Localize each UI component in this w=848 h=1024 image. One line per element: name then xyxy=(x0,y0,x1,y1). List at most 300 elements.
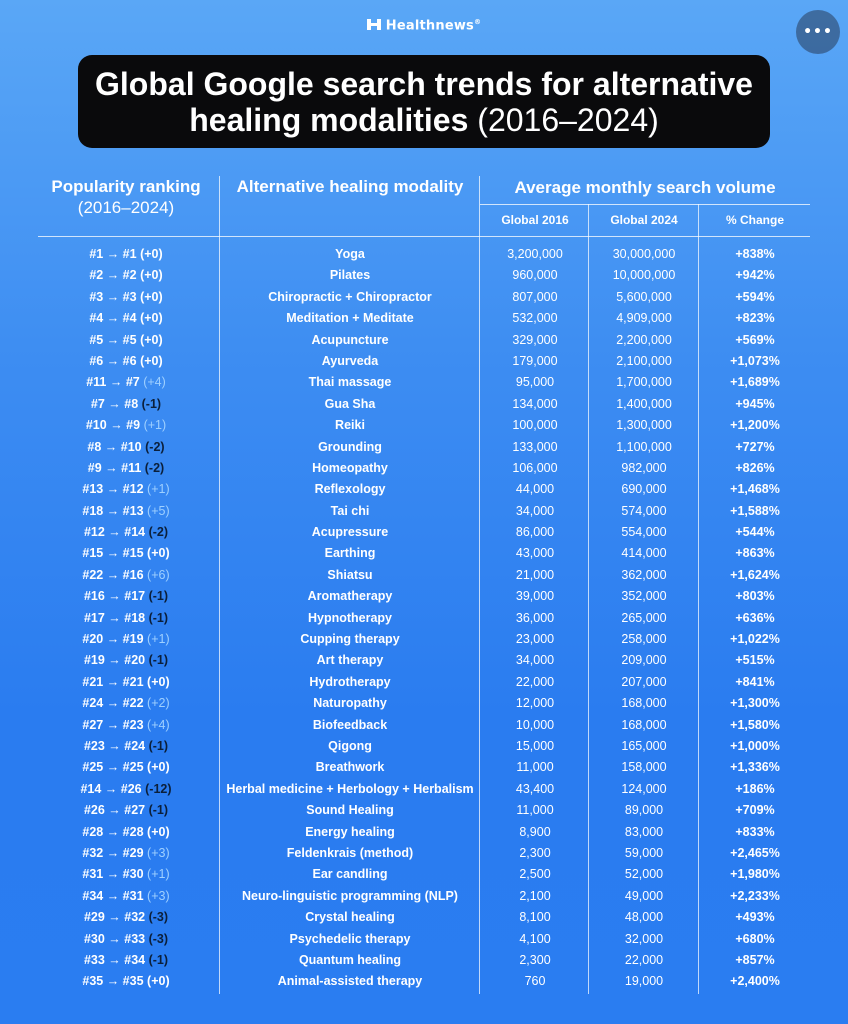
rank-delta: (+0) xyxy=(140,289,163,304)
change-cell: +569% xyxy=(735,332,775,347)
rank-cell xyxy=(36,953,216,967)
modality-cell: Neuro-linguistic programming (NLP) xyxy=(242,888,458,903)
change-cell: +594% xyxy=(735,289,775,304)
rank-delta: (+6) xyxy=(147,567,170,582)
rank-delta: (+0) xyxy=(147,974,170,989)
global-2016-cell: 15,000 xyxy=(515,738,555,753)
global-2016-cell: 2,100 xyxy=(519,888,551,903)
change-cell: +833% xyxy=(735,824,775,839)
rank-delta: (+4) xyxy=(147,717,170,732)
global-2024-cell: 1,400,000 xyxy=(616,396,672,411)
global-2016-cell: 100,000 xyxy=(512,418,558,433)
table-row xyxy=(0,864,848,885)
rank-value: #7 → #8 xyxy=(90,396,139,411)
table-row xyxy=(0,950,848,971)
global-2016-cell: 532,000 xyxy=(512,311,558,326)
table-row xyxy=(0,800,848,821)
change-cell: +1,588% xyxy=(730,503,780,518)
rank-value: #31 → #30 xyxy=(82,867,144,882)
modality-cell: Quantum healing xyxy=(298,952,402,967)
table-row xyxy=(0,586,848,607)
global-2024-cell: 2,200,000 xyxy=(616,332,672,347)
modality-cell: Grounding xyxy=(318,439,382,454)
rank-delta: (-1) xyxy=(148,610,169,625)
rank-value: #8 → #10 xyxy=(87,439,142,454)
global-2024-cell: 362,000 xyxy=(621,567,667,582)
modality-cell: Chiropractic + Chiropractor xyxy=(268,289,432,304)
rank-cell xyxy=(36,525,216,539)
page-title xyxy=(78,55,770,148)
rank-cell xyxy=(36,910,216,924)
table-row xyxy=(0,929,848,950)
divider-header xyxy=(38,236,810,237)
change-cell: +1,624% xyxy=(730,567,780,582)
rank-delta: (+3) xyxy=(147,888,170,903)
global-2016-cell: 12,000 xyxy=(515,696,555,711)
modality-cell: Sound Healing xyxy=(306,803,394,818)
global-2024-cell: 4,909,000 xyxy=(616,311,672,326)
modality-cell: Energy healing xyxy=(305,824,395,839)
rank-cell xyxy=(36,440,216,454)
rank-value: #11 → #7 xyxy=(86,375,140,390)
rank-cell xyxy=(36,568,216,582)
modality-cell: Aromatherapy xyxy=(307,589,393,604)
change-cell: +1,468% xyxy=(730,482,780,497)
rank-cell xyxy=(36,418,216,432)
modality-cell: Earthing xyxy=(324,546,376,561)
rank-value: #12 → #14 xyxy=(83,525,146,540)
header-change: % Change xyxy=(725,213,784,227)
table-row xyxy=(0,479,848,500)
table-row xyxy=(0,372,848,393)
change-cell: +863% xyxy=(735,546,775,561)
rank-cell xyxy=(36,546,216,560)
global-2024-cell: 165,000 xyxy=(621,738,667,753)
table-row xyxy=(0,715,848,736)
rank-cell xyxy=(36,247,216,261)
rank-value: #27 → #23 xyxy=(82,717,144,732)
global-2024-cell: 124,000 xyxy=(621,781,667,796)
header-rank xyxy=(36,176,216,218)
change-cell: +544% xyxy=(735,525,775,540)
rank-cell xyxy=(36,290,216,304)
modality-cell: Shiatsu xyxy=(327,567,373,582)
brand-name: Healthnews xyxy=(385,18,474,34)
global-2024-cell: 168,000 xyxy=(621,717,667,732)
change-cell: +2,400% xyxy=(730,974,780,989)
global-2016-cell: 960,000 xyxy=(512,268,558,283)
rank-cell xyxy=(36,782,216,796)
rank-delta: (+0) xyxy=(147,546,170,561)
table-row xyxy=(0,779,848,800)
rank-cell xyxy=(36,760,216,774)
change-cell: +1,022% xyxy=(730,632,780,647)
header-rank-sub: (2016–2024) xyxy=(77,198,175,217)
change-cell: +1,580% xyxy=(730,717,780,732)
global-2016-cell: 43,400 xyxy=(515,781,555,796)
global-2024-cell: 10,000,000 xyxy=(612,268,676,283)
rank-cell xyxy=(36,675,216,689)
global-2016-cell: 10,000 xyxy=(515,717,555,732)
modality-cell: Hydrotherapy xyxy=(309,674,391,689)
global-2016-cell: 11,000 xyxy=(516,803,554,818)
rank-delta: (+0) xyxy=(140,353,163,368)
rank-cell xyxy=(36,397,216,411)
rank-delta: (+5) xyxy=(147,503,170,518)
table-row xyxy=(0,757,848,778)
modality-cell: Herbal medicine + Herbology + Herbalism xyxy=(226,781,474,796)
change-cell: +942% xyxy=(735,268,775,283)
rank-delta: (+3) xyxy=(147,845,170,860)
global-2024-cell: 49,000 xyxy=(624,888,664,903)
global-2024-cell: 207,000 xyxy=(621,674,667,689)
table-row xyxy=(0,458,848,479)
rank-delta: (+2) xyxy=(147,696,170,711)
title-line-2: healing modalities xyxy=(189,102,469,138)
global-2024-cell: 574,000 xyxy=(621,503,667,518)
global-2016-cell: 4,100 xyxy=(519,931,551,946)
rank-value: #2 → #2 xyxy=(89,268,137,283)
rank-value: #14 → #26 xyxy=(80,781,142,796)
rank-delta: (+1) xyxy=(147,482,170,497)
change-cell: +841% xyxy=(735,674,775,689)
rank-delta: (+0) xyxy=(140,311,163,326)
rank-cell xyxy=(36,311,216,325)
table-row xyxy=(0,672,848,693)
rank-delta: (+0) xyxy=(147,824,170,839)
global-2016-cell: 95,000 xyxy=(515,375,555,390)
rank-value: #15 → #15 xyxy=(82,546,144,561)
rank-delta: (-1) xyxy=(148,653,169,668)
rank-value: #10 → #9 xyxy=(85,418,141,433)
change-cell: +1,980% xyxy=(730,867,780,882)
modality-cell: Naturopathy xyxy=(313,696,387,711)
change-cell: +727% xyxy=(735,439,775,454)
table-row xyxy=(0,971,848,992)
global-2016-cell: 3,200,000 xyxy=(507,247,563,261)
global-2016-cell: 43,000 xyxy=(515,546,555,561)
rank-cell xyxy=(36,718,216,732)
title-line-1: Global Google search trends for alternative xyxy=(95,66,753,102)
rank-cell xyxy=(36,632,216,646)
rank-delta: (+1) xyxy=(147,867,170,882)
divider-sub-header xyxy=(480,204,810,205)
healthnews-logo-icon xyxy=(367,19,381,30)
global-2016-cell: 39,000 xyxy=(515,589,555,604)
change-cell: +1,689% xyxy=(730,375,780,390)
modality-cell: Ear candling xyxy=(312,867,388,882)
change-cell: +493% xyxy=(735,910,775,925)
rank-delta: (-3) xyxy=(148,931,169,946)
table-row xyxy=(0,330,848,351)
global-2024-cell: 1,700,000 xyxy=(616,375,672,390)
modality-cell: Animal-assisted therapy xyxy=(277,974,423,989)
rank-delta: (-3) xyxy=(148,910,169,925)
global-2016-cell: 36,000 xyxy=(515,610,555,625)
table-row xyxy=(0,287,848,308)
change-cell: +2,465% xyxy=(730,845,780,860)
rank-value: #5 → #5 xyxy=(89,332,137,347)
rank-delta: (-1) xyxy=(148,952,169,967)
table-row xyxy=(0,907,848,928)
change-cell: +2,233% xyxy=(730,888,780,903)
table-row xyxy=(0,437,848,458)
table-row xyxy=(0,501,848,522)
header-global-2016: Global 2016 xyxy=(501,213,569,227)
global-2024-cell: 982,000 xyxy=(621,460,667,475)
table-row xyxy=(0,522,848,543)
global-2024-cell: 32,000 xyxy=(624,931,664,946)
global-2024-cell: 1,100,000 xyxy=(616,439,672,454)
rank-delta: (+1) xyxy=(143,418,167,433)
rank-value: #35 → #35 xyxy=(82,974,144,989)
table-row xyxy=(0,693,848,714)
rank-delta: (+1) xyxy=(147,632,170,647)
global-2016-cell: 133,000 xyxy=(512,439,558,454)
rank-value: #6 → #6 xyxy=(89,353,137,368)
rank-value: #16 → #17 xyxy=(83,589,146,604)
rank-cell xyxy=(36,504,216,518)
change-cell: +680% xyxy=(735,931,775,946)
rank-value: #17 → #18 xyxy=(83,610,146,625)
table-row xyxy=(0,351,848,372)
rank-delta: (-2) xyxy=(145,439,165,454)
modality-cell: Gua Sha xyxy=(324,396,376,411)
table-row xyxy=(0,886,848,907)
rank-value: #13 → #12 xyxy=(82,482,144,497)
modality-cell: Ayurveda xyxy=(321,353,379,368)
rank-cell xyxy=(36,846,216,860)
modality-cell: Qigong xyxy=(328,738,372,753)
global-2024-cell: 690,000 xyxy=(621,482,667,497)
global-2024-cell: 554,000 xyxy=(621,525,667,540)
change-cell: +636% xyxy=(735,610,775,625)
table-row xyxy=(0,565,848,586)
change-cell: +838% xyxy=(735,247,775,261)
global-2024-cell: 352,000 xyxy=(621,589,667,604)
rank-value: #30 → #33 xyxy=(83,931,146,946)
rank-delta: (-12) xyxy=(145,781,172,796)
global-2024-cell: 30,000,000 xyxy=(612,247,676,261)
table-row xyxy=(0,308,848,329)
table-row xyxy=(0,650,848,671)
more-options-button[interactable]: ••• xyxy=(796,10,840,54)
change-cell: +803% xyxy=(735,589,775,604)
modality-cell: Reflexology xyxy=(314,482,386,497)
modality-cell: Tai chi xyxy=(330,503,370,518)
modality-cell: Art therapy xyxy=(316,653,384,668)
rank-value: #32 → #29 xyxy=(82,845,144,860)
global-2024-cell: 258,000 xyxy=(621,632,667,647)
global-2016-cell: 34,000 xyxy=(515,503,555,518)
rank-cell xyxy=(36,268,216,282)
rank-cell xyxy=(36,974,216,988)
rank-cell xyxy=(36,354,216,368)
rank-delta: (+0) xyxy=(147,674,170,689)
global-2016-cell: 21,000 xyxy=(515,567,555,582)
rank-value: #33 → #34 xyxy=(83,952,146,967)
rank-delta: (-1) xyxy=(148,803,169,818)
table-row xyxy=(0,608,848,629)
global-2024-cell: 168,000 xyxy=(621,696,667,711)
modality-cell: Thai massage xyxy=(308,375,392,390)
global-2016-cell: 2,300 xyxy=(519,845,551,860)
rank-cell xyxy=(36,867,216,881)
global-2024-cell: 5,600,000 xyxy=(616,289,672,304)
table-row xyxy=(0,394,848,415)
rank-value: #24 → #22 xyxy=(82,696,144,711)
rank-delta: (+0) xyxy=(140,247,163,261)
rank-cell xyxy=(36,696,216,710)
global-2016-cell: 760 xyxy=(524,974,546,989)
modality-cell: Breathwork xyxy=(315,760,385,775)
table-row xyxy=(0,736,848,757)
title-years: (2016–2024) xyxy=(477,102,659,138)
rank-delta: (-2) xyxy=(148,525,169,540)
header-modality: Alternative healing modality xyxy=(236,177,464,196)
global-2016-cell: 106,000 xyxy=(512,460,558,475)
global-2016-cell: 44,000 xyxy=(515,482,555,497)
rank-value: #26 → #27 xyxy=(83,803,146,818)
rank-value: #34 → #31 xyxy=(82,888,144,903)
rank-value: #3 → #3 xyxy=(89,289,137,304)
table-row xyxy=(0,543,848,564)
modality-cell: Pilates xyxy=(329,268,371,283)
rank-delta: (-1) xyxy=(148,589,169,604)
modality-cell: Psychedelic therapy xyxy=(289,931,411,946)
global-2024-cell: 158,000 xyxy=(621,760,667,775)
change-cell: +186% xyxy=(735,781,775,796)
rank-cell xyxy=(36,461,216,475)
modality-cell: Yoga xyxy=(335,247,365,261)
header-rank-label: Popularity ranking xyxy=(51,177,201,196)
global-2016-cell: 8,900 xyxy=(519,824,551,839)
rank-delta: (+4) xyxy=(143,375,166,390)
global-2016-cell: 134,000 xyxy=(512,396,558,411)
global-2024-cell: 83,000 xyxy=(624,824,664,839)
rank-value: #21 → #21 xyxy=(82,674,144,689)
rank-delta: (-1) xyxy=(141,396,162,411)
rank-value: #20 → #19 xyxy=(82,632,144,647)
table-row xyxy=(0,415,848,436)
modality-cell: Acupressure xyxy=(311,525,389,540)
modality-cell: Meditation + Meditate xyxy=(286,311,414,326)
global-2024-cell: 19,000 xyxy=(624,974,664,989)
rank-cell xyxy=(36,375,216,389)
modality-cell: Cupping therapy xyxy=(300,632,400,647)
table-row xyxy=(0,822,848,843)
modality-cell: Homeopathy xyxy=(312,460,388,475)
change-cell: +1,300% xyxy=(730,696,780,711)
table-row xyxy=(0,265,848,286)
change-cell: +857% xyxy=(735,952,775,967)
healthnews-logo[interactable] xyxy=(0,18,848,33)
rank-value: #4 → #4 xyxy=(89,311,137,326)
rank-delta: (-1) xyxy=(148,738,169,753)
change-cell: +1,000% xyxy=(730,738,780,753)
rank-delta: (-2) xyxy=(144,460,165,475)
rank-value: #22 → #16 xyxy=(82,567,144,582)
rank-cell xyxy=(36,825,216,839)
rank-cell xyxy=(36,611,216,625)
global-2024-cell: 22,000 xyxy=(624,952,664,967)
global-2016-cell: 8,100 xyxy=(519,910,551,925)
global-2016-cell: 2,500 xyxy=(519,867,551,882)
modality-cell: Biofeedback xyxy=(312,717,388,732)
global-2016-cell: 34,000 xyxy=(515,653,555,668)
change-cell: +515% xyxy=(735,653,775,668)
global-2016-cell: 11,000 xyxy=(516,760,554,775)
rank-value: #9 → #11 xyxy=(87,460,142,475)
modality-cell: Hypnotherapy xyxy=(307,610,393,625)
change-cell: +823% xyxy=(735,311,775,326)
rank-cell xyxy=(36,653,216,667)
global-2024-cell: 59,000 xyxy=(624,845,664,860)
change-cell: +1,200% xyxy=(730,418,780,433)
header-global-2024: Global 2024 xyxy=(610,213,678,227)
rank-cell xyxy=(36,739,216,753)
change-cell: +709% xyxy=(735,803,775,818)
change-cell: +945% xyxy=(735,396,775,411)
rank-cell xyxy=(36,803,216,817)
brand-reg: ® xyxy=(474,18,482,26)
modality-cell: Feldenkrais (method) xyxy=(286,845,414,860)
global-2024-cell: 48,000 xyxy=(624,910,664,925)
rank-cell xyxy=(36,482,216,496)
rank-value: #28 → #28 xyxy=(82,824,144,839)
modality-cell: Reiki xyxy=(335,418,365,433)
rank-delta: (+0) xyxy=(140,268,163,283)
data-table xyxy=(0,244,848,993)
rank-value: #18 → #13 xyxy=(82,503,144,518)
global-2024-cell: 265,000 xyxy=(621,610,667,625)
rank-cell xyxy=(36,589,216,603)
rank-delta: (+0) xyxy=(140,332,163,347)
table-row xyxy=(0,244,848,265)
rank-cell xyxy=(36,932,216,946)
rank-value: #19 → #20 xyxy=(83,653,146,668)
global-2016-cell: 22,000 xyxy=(515,674,555,689)
change-cell: +1,073% xyxy=(730,353,780,368)
modality-cell: Acupuncture xyxy=(311,332,389,347)
global-2024-cell: 414,000 xyxy=(621,546,667,561)
rank-delta: (+0) xyxy=(147,760,170,775)
global-2024-cell: 52,000 xyxy=(624,867,664,882)
global-2016-cell: 86,000 xyxy=(515,525,555,540)
rank-value: #1 → #1 xyxy=(89,247,137,261)
rank-value: #23 → #24 xyxy=(83,738,146,753)
rank-value: #29 → #32 xyxy=(83,910,146,925)
header-avg-volume: Average monthly search volume xyxy=(514,178,776,197)
global-2024-cell: 2,100,000 xyxy=(616,353,672,368)
global-2024-cell: 89,000 xyxy=(624,803,664,818)
global-2016-cell: 807,000 xyxy=(512,289,558,304)
change-cell: +1,336% xyxy=(730,760,780,775)
global-2016-cell: 179,000 xyxy=(512,353,558,368)
rank-cell xyxy=(36,333,216,347)
modality-cell: Crystal healing xyxy=(305,910,395,925)
table-row xyxy=(0,629,848,650)
table-row xyxy=(0,843,848,864)
rank-cell xyxy=(36,889,216,903)
change-cell: +826% xyxy=(735,460,775,475)
global-2016-cell: 23,000 xyxy=(515,632,555,647)
global-2024-cell: 209,000 xyxy=(621,653,667,668)
global-2016-cell: 329,000 xyxy=(512,332,558,347)
global-2016-cell: 2,300 xyxy=(519,952,551,967)
global-2024-cell: 1,300,000 xyxy=(616,418,672,433)
rank-value: #25 → #25 xyxy=(82,760,144,775)
